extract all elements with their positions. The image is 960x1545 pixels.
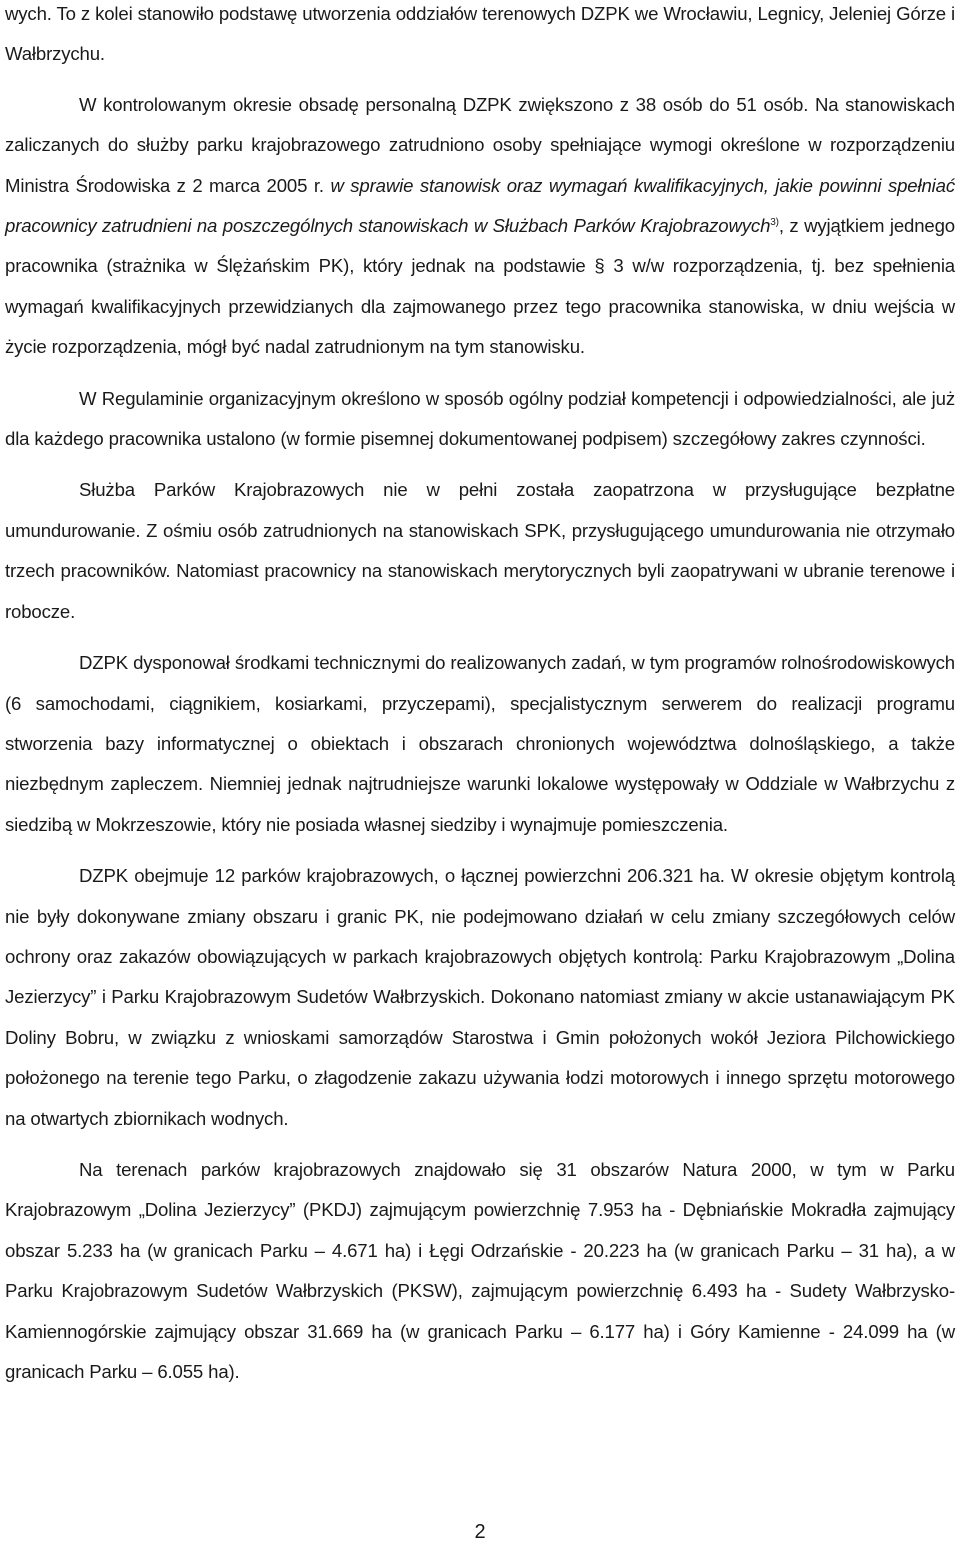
paragraph-2-italic-title: w sprawie stanowisk oraz wymagań kwalifikacyjnych, jakie powinni spełniać pracownicy zatrudnieni na poszczególnych stanowiskach w Służbach Parków Krajobrazowych	[5, 174, 955, 237]
paragraph-6: DZPK obejmuje 12 parków krajobrazowych, o łącznej powierzchni 206.321 ha. W okresie objętym kontrolą nie były dokonywane zmiany obszaru i granic PK, nie podejmowano działań w celu zmiany szczegółowych celów ochrony oraz zakazów obowiązujących w parkach krajobrazowych objętych kontrolą: Parku Krajobrazowym „Dolina Jezierzycy” i Parku Krajobrazowym Sudetów Wałbrzyskich. Dokonano natomiast zmiany w akcie ustanawiającym PK Doliny Bobru, w związku z wnioskami samorządów Starostwa i Gmin położonych wokół Jeziora Pilchowickiego położonego na terenie tego Parku, o złagodzenie zakazu używania łodzi motorowych i innego sprzętu motorowego na otwartych zbiornikach wodnych.	[5, 865, 955, 1129]
document-body	[5, 0, 955, 1392]
paragraph-2-text: W kontrolowanym okresie obsadę personalną DZPK zwiększono z 38 osób do 51 osób. Na stanowiskach zaliczanych do służby parku krajobrazowego zatrudniono osoby spełniające wymogi określone w rozporządzeniu Ministra Środowiska z 2 marca 2005 r.	[5, 93, 955, 196]
paragraph-4: Służba Parków Krajobrazowych nie w pełni została zaopatrzona w przysługujące bezpłatne umundurowanie. Z ośmiu osób zatrudnionych na stanowiskach SPK, przysługującego umundurowania nie otrzymało trzech pracowników. Natomiast pracownicy na stanowiskach merytorycznych byli zaopatrywani w ubranie terenowe i robocze.	[5, 479, 955, 622]
paragraph-1: wych. To z kolei stanowiło podstawę utworzenia oddziałów terenowych DZPK we Wrocławiu, Legnicy, Jeleniej Górze i Wałbrzychu.	[5, 3, 955, 65]
paragraph-5: DZPK dysponował środkami technicznymi do realizowanych zadań, w tym programów rolnośrodowiskowych (6 samochodami, ciągnikiem, kosiarkami, przyczepami), specjalistycznym serwerem do realizacji programu stworzenia bazy informatycznej o obiektach i obszarach chronionych województwa dolnośląskiego, a także niezbędnym zapleczem. Niemniej jednak najtrudniejsze warunki lokalowe występowały w Oddziale w Wałbrzychu z siedzibą w Mokrzeszowie, który nie posiada własnej siedziby i wynajmuje pomieszczenia.	[5, 652, 955, 835]
footnote-reference[interactable]: 3)	[770, 216, 779, 228]
paragraph-2-continuation: , z wyjątkiem jednego pracownika (strażnika w Ślężańskim PK), który jednak na podstawie § 3 w/w rozporządzenia, tj. bez spełnienia wymagań kwalifikacyjnych przewidzianych dla zajmowanego przez tego pracownika stanowiska, w dniu wejścia w życie rozporządzenia, mógł być nadal zatrudnionym na tym stanowisku.	[5, 215, 955, 358]
paragraph-2	[5, 85, 955, 368]
paragraph-7: Na terenach parków krajobrazowych znajdowało się 31 obszarów Natura 2000, w tym w Parku Krajobrazowym „Dolina Jezierzycy” (PKDJ) zajmującym powierzchnię 7.953 ha - Dębniańskie Mokradła zajmujący obszar 5.233 ha (w granicach Parku – 4.671 ha) i Łęgi Odrzańskie - 20.223 ha (w granicach Parku – 31 ha), a w Parku Krajobrazowym Sudetów Wałbrzyskich (PKSW), zajmującym powierzchnię 6.493 ha - Sudety Wałbrzysko-Kamiennogórskie zajmujący obszar 31.669 ha (w granicach Parku – 6.177 ha) i Góry Kamienne - 24.099 ha (w granicach Parku – 6.055 ha).	[5, 1158, 955, 1382]
paragraph-3: W Regulaminie organizacyjnym określono w sposób ogólny podział kompetencji i odpowiedzialności, ale już dla każdego pracownika ustalono (w formie pisemnej dokumentowanej podpisem) szczegółowy zakres czynności.	[5, 387, 955, 450]
page-number: 2	[474, 1521, 486, 1543]
